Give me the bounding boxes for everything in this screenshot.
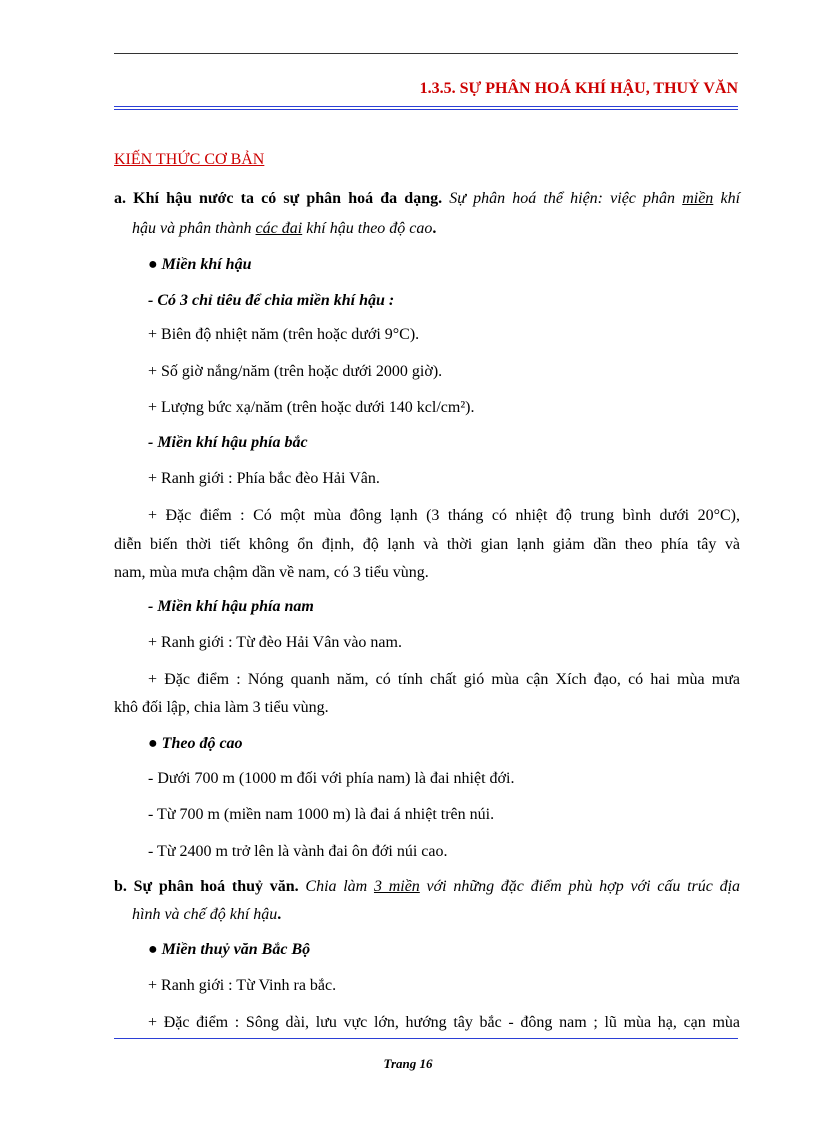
- do-cao-item: - Dưới 700 m (1000 m đối với phía nam) là đai nhiệt đới.: [148, 770, 515, 787]
- phia-nam-ranh-gioi: + Ranh giới : Từ đèo Hải Vân vào nam.: [148, 634, 402, 651]
- phia-nam-dac-diem-1: + Đặc điểm : Nóng quanh năm, có tính chất gió mùa cận Xích đạo, có hai mùa mưa: [148, 671, 740, 688]
- section-heading: KIẾN THỨC CƠ BẢN: [114, 151, 265, 168]
- part-b-intro-4: hình và chế độ khí hậu: [132, 906, 278, 923]
- part-a-intro-6: khí hậu theo độ cao: [306, 220, 433, 237]
- theo-do-cao-bullet: ● Theo độ cao: [148, 735, 243, 752]
- phia-nam-dac-diem-2: khô đối lập, chia làm 3 tiểu vùng.: [114, 699, 329, 716]
- phia-bac-dac-diem-1: + Đặc điểm : Có một mùa đông lạnh (3 tháng có nhiệt độ trung bình dưới 20°C),: [148, 507, 740, 524]
- phia-nam-title: - Miền khí hậu phía nam: [148, 598, 314, 615]
- part-a-intro-3: khí: [720, 190, 741, 207]
- thuy-van-dac-diem-1: + Đặc điểm : Sông dài, lưu vực lớn, hướng tây bắc - đông nam ; lũ mùa hạ, cạn mùa: [148, 1014, 740, 1031]
- thuy-van-ranh-gioi: + Ranh giới : Từ Vinh ra bắc.: [148, 977, 337, 994]
- part-b-intro-end: .: [277, 906, 282, 923]
- title-double-rule-top: [114, 106, 738, 107]
- do-cao-item: - Từ 2400 m trở lên là vành đai ôn đới núi cao.: [148, 843, 448, 860]
- header-rule: [114, 53, 738, 54]
- part-a-intro-1: Sự phân hoá thể hiện: việc phân: [449, 190, 676, 207]
- criteria-title: - Có 3 chỉ tiêu để chia miền khí hậu :: [148, 292, 395, 309]
- part-b-intro-3: với những đặc điểm phù hợp với cấu trúc địa: [426, 878, 741, 895]
- title-double-rule-bottom: [114, 109, 738, 110]
- part-a-line-1: [114, 189, 740, 209]
- part-a-intro-4: hậu và phân thành: [132, 220, 252, 237]
- part-b-line-1: [114, 877, 740, 897]
- do-cao-item: - Từ 700 m (miền nam 1000 m) là đai á nhiệt trên núi.: [148, 806, 495, 823]
- part-b-label: b. Sự phân hoá thuỷ văn.: [114, 878, 299, 895]
- part-a-intro-5: các đai: [255, 220, 303, 237]
- phia-bac-dac-diem-2: diễn biến thời tiết không ổn định, độ lạnh và thời gian lạnh giảm dần theo phía tây và: [114, 536, 740, 553]
- section-title: 1.3.5. SỰ PHÂN HOÁ KHÍ HẬU, THUỶ VĂN: [419, 80, 738, 97]
- mien-khi-hau-bullet: ● Miền khí hậu: [148, 256, 252, 273]
- phia-bac-title: - Miền khí hậu phía bắc: [148, 434, 308, 451]
- part-a-label: a. Khí hậu nước ta có sự phân hoá đa dạng.: [114, 190, 443, 207]
- part-a-line-2: [132, 219, 436, 239]
- phia-bac-ranh-gioi: + Ranh giới : Phía bắc đèo Hải Vân.: [148, 470, 380, 487]
- part-b-line-2: [132, 905, 281, 925]
- footer-rule: [114, 1038, 738, 1039]
- part-b-intro-2: 3 miền: [373, 878, 420, 895]
- criteria-item: + Lượng bức xạ/năm (trên hoặc dưới 140 kcl/cm²).: [148, 399, 475, 416]
- criteria-item: + Biên độ nhiệt năm (trên hoặc dưới 9°C).: [148, 326, 420, 343]
- part-a-intro-end: .: [432, 220, 437, 237]
- page-number: Trang 16: [383, 1056, 433, 1071]
- part-a-intro-2: miền: [682, 190, 714, 207]
- thuy-van-bac-bo-bullet: ● Miền thuỷ văn Bắc Bộ: [148, 941, 311, 958]
- part-b-intro-1: Chia làm: [305, 878, 368, 895]
- criteria-item: + Số giờ nắng/năm (trên hoặc dưới 2000 giờ).: [148, 363, 443, 380]
- phia-bac-dac-diem-3: nam, mùa mưa chậm dần về nam, có 3 tiểu vùng.: [114, 564, 429, 581]
